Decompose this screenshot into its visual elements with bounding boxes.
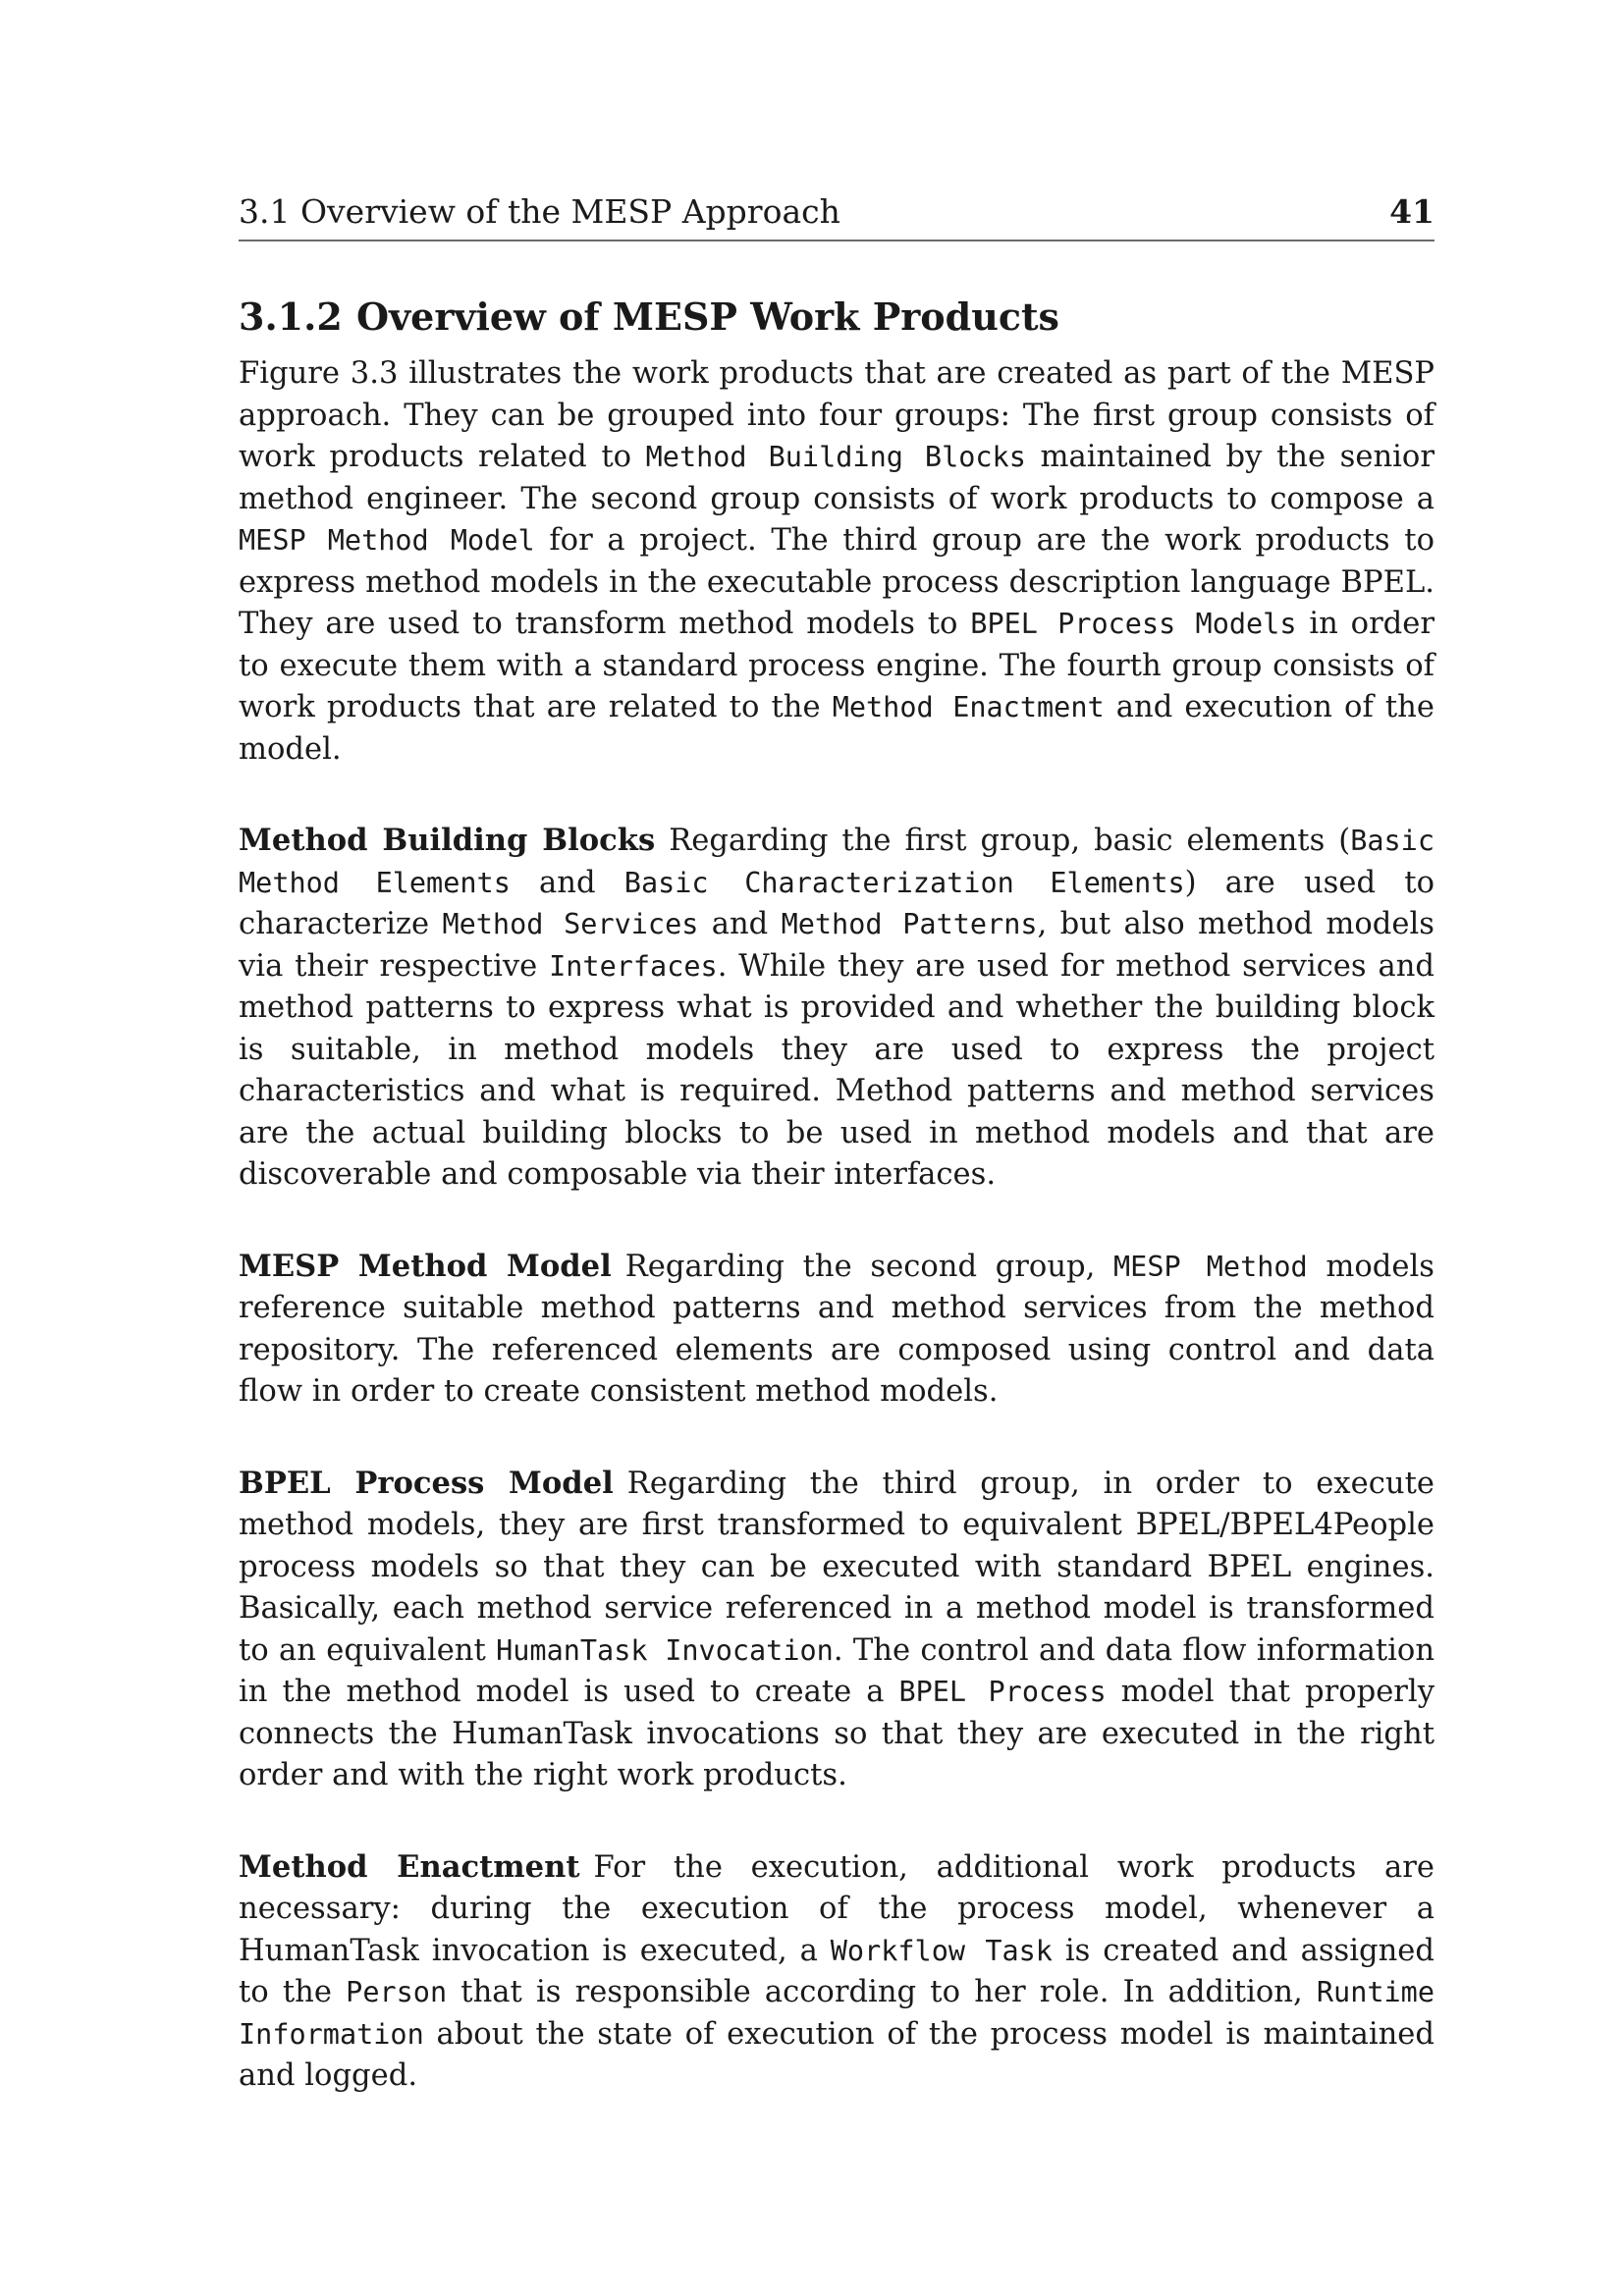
bpel-model-text-3: model that properly connects the HumanTask invocations so that they are executed in the right order and with the right work products. xyxy=(239,1675,1435,1792)
building-blocks-code-2: Basic Characterization Elements xyxy=(623,866,1185,899)
enactment-code-2: Person xyxy=(346,1976,448,2008)
building-blocks-code-5: Interfaces xyxy=(549,949,718,983)
paragraph-heading: Method Enactment xyxy=(239,1848,580,1885)
building-blocks-code-3: Method Services xyxy=(442,908,699,940)
section-heading xyxy=(239,294,1435,340)
page-content xyxy=(239,192,1435,2098)
method-model-text-2: models reference suitable method patterns and method services from the method repository. The referenced elements are composed using control and data flow in order to create consistent method models. xyxy=(239,1249,1435,1409)
intro-text-5: and execution of the model. xyxy=(239,690,1435,767)
enactment-paragraph xyxy=(239,1846,1435,2098)
running-head-title: 3.1 Overview of the MESP Approach xyxy=(239,192,840,231)
enactment-code-3: Runtime Information xyxy=(239,1976,1435,2051)
building-blocks-code-1: Basic Method Elements xyxy=(239,825,1435,899)
building-blocks-paragraph xyxy=(239,820,1435,1197)
method-model-paragraph xyxy=(239,1246,1435,1414)
method-model-text-1: Regarding the second group, xyxy=(624,1249,1114,1284)
paragraph-heading: MESP Method Model xyxy=(239,1248,612,1284)
intro-text-1: Figure 3.3 illustrates the work products that are created as part of the MESP approach. They can be grouped into four groups: The first group consists of work products related to xyxy=(239,356,1435,474)
enactment-text-1: For the execution, additional work products are necessary: during the execution of the process model, whenever a HumanTask invocation is executed, a xyxy=(239,1849,1435,1968)
intro-paragraph xyxy=(239,353,1435,771)
intro-code-2: MESP Method Model xyxy=(239,524,535,557)
enactment-text-4: about the state of execution of the process model is maintained and logged. xyxy=(239,2016,1435,2093)
building-blocks-text-3: ) are used to characterize xyxy=(239,865,1435,941)
intro-code-3: BPEL Process Models xyxy=(970,608,1297,640)
building-blocks-text-1: Regarding the first group, basic elements ( xyxy=(669,824,1351,858)
enactment-text-2: is created and assigned to the xyxy=(239,1933,1435,2009)
building-blocks-text-6: . While they are used for method services and method patterns to express what is provided and whether the building block is suitable, in method models they are used to express the project characteristics and what is required. Method patterns and method services are the actual building blocks to be used in method models and that are discoverable and composable via their interfaces. xyxy=(239,948,1435,1192)
method-model-code-1: MESP Method xyxy=(1113,1250,1308,1283)
intro-code-4: Method Enactment xyxy=(832,691,1105,723)
intro-text-3: for a project. The third group are the work products to express method models in the executable process description language BPEL. They are used to transform method models to xyxy=(239,523,1435,641)
building-blocks-text-5: , but also method models via their respective xyxy=(239,907,1435,984)
enactment-text-3: that is responsible according to her role. In addition, xyxy=(447,1975,1317,2009)
bpel-model-text-2: . The control and data flow information in the method model is used to create a xyxy=(239,1632,1435,1709)
section-number: 3.1.2 xyxy=(239,294,343,339)
running-head xyxy=(239,192,1435,241)
bpel-model-code-2: BPEL Process xyxy=(898,1676,1107,1708)
building-blocks-text-4: and xyxy=(698,907,782,941)
intro-text-4: in order to execute them with a standard process engine. The fourth group consists of work products that are related to the xyxy=(239,607,1435,724)
enactment-code-1: Workflow Task xyxy=(830,1934,1053,1967)
section-title: Overview of MESP Work Products xyxy=(356,294,1059,339)
paragraph-heading: Method Building Blocks xyxy=(239,823,656,858)
building-blocks-text-2: and xyxy=(510,865,624,900)
bpel-model-paragraph xyxy=(239,1463,1435,1797)
intro-code-1: Method Building Blocks xyxy=(645,441,1026,473)
page-number: 41 xyxy=(1389,192,1435,231)
bpel-model-code-1: HumanTask Invocation xyxy=(496,1633,834,1667)
building-blocks-code-4: Method Patterns xyxy=(781,908,1038,940)
paragraph-heading: BPEL Process Model xyxy=(239,1465,614,1501)
bpel-model-text-1: Regarding the third group, in order to execute method models, they are first transformed to equivalent BPEL/BPEL4People process models so that they can be executed with standard BPEL engines. Basically, each method service referenced in a method model is transformed to an equivalent xyxy=(239,1466,1435,1668)
intro-text-2: maintained by the senior method engineer. The second group consists of work products to compose a xyxy=(239,440,1435,516)
